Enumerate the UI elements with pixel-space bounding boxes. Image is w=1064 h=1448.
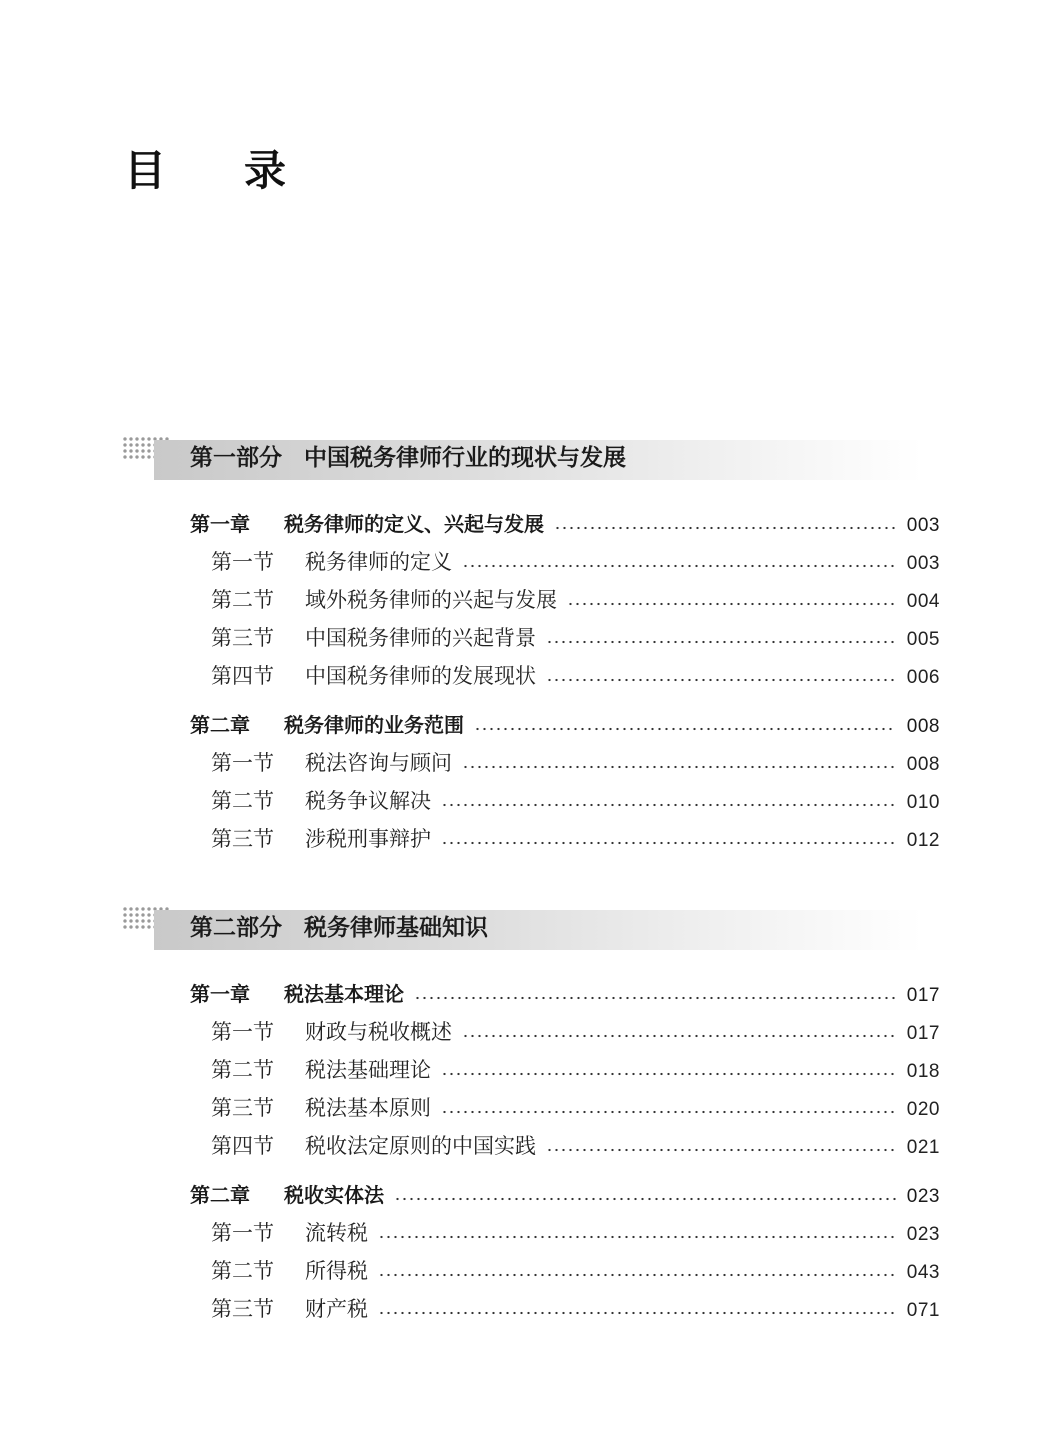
section-title: 税务律师的定义	[305, 550, 452, 574]
toc-section[interactable]	[190, 820, 940, 858]
toc-section[interactable]	[190, 619, 940, 657]
section-title: 税收法定原则的中国实践	[305, 1134, 536, 1158]
section-title: 财产税	[305, 1297, 368, 1321]
toc-section[interactable]	[190, 1127, 940, 1165]
page-number: 023	[906, 1224, 940, 1245]
chapter-title: 税法基本理论	[284, 982, 404, 1006]
dot-leader	[378, 1273, 896, 1277]
dot-leader	[441, 841, 896, 845]
section-number: 第三节	[211, 827, 274, 851]
section-title: 税法咨询与顾问	[305, 751, 452, 775]
page-number: 010	[906, 792, 940, 813]
dot-leader	[441, 1072, 896, 1076]
part-header	[122, 436, 922, 484]
page-number: 005	[906, 629, 940, 650]
section-title: 所得税	[305, 1259, 368, 1283]
page-number: 003	[906, 515, 940, 536]
toc-chapter[interactable]	[190, 975, 940, 1013]
section-number: 第一节	[211, 550, 274, 574]
section-number: 第一节	[211, 1020, 274, 1044]
chapter-number: 第一章	[190, 512, 250, 536]
toc-chapter[interactable]	[190, 505, 940, 543]
chapter-title: 税务律师的业务范围	[284, 713, 464, 737]
page-number: 023	[906, 1186, 940, 1207]
page-number: 004	[906, 591, 940, 612]
chapter-number: 第二章	[190, 1183, 250, 1207]
section-title: 中国税务律师的发展现状	[305, 664, 536, 688]
toc-section[interactable]	[190, 543, 940, 581]
page-number: 012	[906, 830, 940, 851]
page-number: 008	[906, 754, 940, 775]
toc-list	[190, 505, 940, 858]
part-number: 第二部分	[190, 914, 282, 941]
section-title: 域外税务律师的兴起与发展	[305, 588, 557, 612]
part-title	[190, 438, 626, 478]
chapter-number: 第二章	[190, 713, 250, 737]
section-number: 第三节	[211, 1096, 274, 1120]
section-number: 第四节	[211, 664, 274, 688]
section-number: 第三节	[211, 1297, 274, 1321]
section-number: 第三节	[211, 626, 274, 650]
dot-leader	[474, 727, 896, 731]
dot-leader	[546, 640, 896, 644]
dot-leader	[546, 1148, 896, 1152]
toc-section[interactable]	[190, 744, 940, 782]
dot-leader	[441, 1110, 896, 1114]
chapter-number: 第一章	[190, 982, 250, 1006]
section-title: 财政与税收概述	[305, 1020, 452, 1044]
page-number: 006	[906, 667, 940, 688]
toc-section[interactable]	[190, 657, 940, 695]
page-number: 043	[906, 1262, 940, 1283]
page-number: 017	[906, 1023, 940, 1044]
dot-leader	[378, 1311, 896, 1315]
dot-leader	[441, 803, 896, 807]
page-number: 003	[906, 553, 940, 574]
toc-section[interactable]	[190, 1089, 940, 1127]
toc-list	[190, 975, 940, 1328]
toc-section[interactable]	[190, 1013, 940, 1051]
part-name: 中国税务律师行业的现状与发展	[304, 444, 626, 471]
part-name: 税务律师基础知识	[304, 914, 488, 941]
dot-leader	[462, 564, 896, 568]
toc-chapter[interactable]	[190, 706, 940, 744]
section-number: 第一节	[211, 751, 274, 775]
section-number: 第二节	[211, 1058, 274, 1082]
toc-section[interactable]	[190, 581, 940, 619]
section-number: 第二节	[211, 588, 274, 612]
chapter-title: 税务律师的定义、兴起与发展	[284, 512, 544, 536]
section-title: 涉税刑事辩护	[305, 827, 431, 851]
section-number: 第四节	[211, 1134, 274, 1158]
page-number: 017	[906, 985, 940, 1006]
dot-leader	[378, 1235, 896, 1239]
part-title	[190, 908, 488, 948]
part-number: 第一部分	[190, 444, 282, 471]
dot-leader	[554, 526, 896, 530]
toc-chapter[interactable]	[190, 1176, 940, 1214]
page-number: 008	[906, 716, 940, 737]
dot-leader	[567, 602, 896, 606]
page-number: 020	[906, 1099, 940, 1120]
chapter-title: 税收实体法	[284, 1183, 384, 1207]
dot-leader	[414, 996, 896, 1000]
toc-section[interactable]	[190, 1252, 940, 1290]
section-title: 税务争议解决	[305, 789, 431, 813]
toc-section[interactable]	[190, 1051, 940, 1089]
section-number: 第二节	[211, 1259, 274, 1283]
part-header	[122, 906, 922, 954]
toc-section[interactable]	[190, 1214, 940, 1252]
section-number: 第二节	[211, 789, 274, 813]
toc-section[interactable]	[190, 782, 940, 820]
dot-leader	[462, 1034, 896, 1038]
section-title: 流转税	[305, 1221, 368, 1245]
page-number: 021	[906, 1137, 940, 1158]
section-number: 第一节	[211, 1221, 274, 1245]
page-number: 018	[906, 1061, 940, 1082]
section-title: 中国税务律师的兴起背景	[305, 626, 536, 650]
dot-leader	[394, 1197, 896, 1201]
page-number: 071	[906, 1300, 940, 1321]
dot-leader	[546, 678, 896, 682]
dot-leader	[462, 765, 896, 769]
toc-section[interactable]	[190, 1290, 940, 1328]
section-title: 税法基本原则	[305, 1096, 431, 1120]
section-title: 税法基础理论	[305, 1058, 431, 1082]
page-title: 目录	[124, 146, 365, 195]
